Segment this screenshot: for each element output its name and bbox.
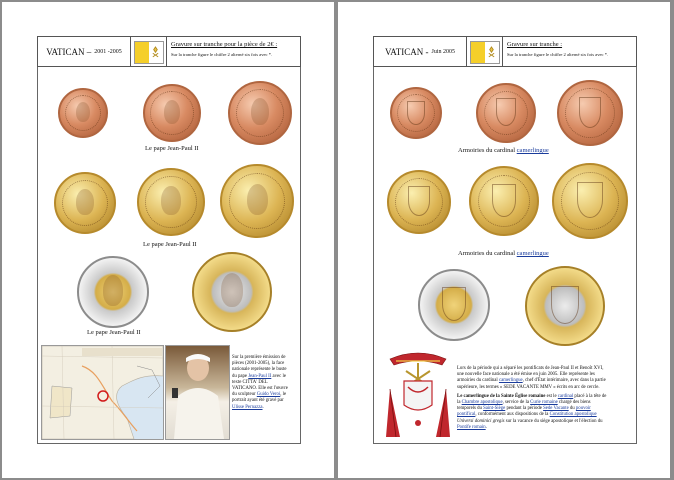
link-camerlingue-2[interactable]: camerlingue (516, 250, 549, 257)
link-jean-paul-ii[interactable]: Jean-Paul II (248, 373, 272, 379)
coin-50-cent-sede-vacante (552, 163, 628, 239)
coin-20-cent-sede-vacante (469, 166, 539, 236)
right-page (338, 2, 670, 478)
right-description: Lors de la période qui a séparé les pontificats de Jean-Paul II et Benoît XVI, une nouvelle face nationale a été émise en juin 2005. Elle représente les armoiries du cardinal camerlingue, chef d'État intérimaire, avec dans la partie supérieure, les termes « SEDE VACANTE MMV » écrits en arc de cercle. Le camerlingue de la Sainte Église romaine est le cardinal placé à la tête de la Chambre apostolique, service de la Curie romaine chargé des biens temporels du Saint-Siège pendant la période Sede Vacante du pouvoir pontifical, conformément aux dispositions de la Constitution apostolique Universi dominici gregis sur la vacance du siège apostolique et l'élection du Pontife romain. (457, 366, 607, 430)
papal-coat-of-arms-icon (386, 349, 450, 441)
coin-5-cent-jpii (228, 81, 292, 145)
left-years: 2001 -2005 (94, 48, 122, 55)
left-caption-2: Le pape Jean-Paul II (143, 241, 197, 248)
link-camerlingue-1[interactable]: camerlingue (516, 147, 549, 154)
coin-2-euro-sede-vacante (525, 266, 605, 346)
link-camerlingue-3[interactable]: camerlingue (498, 378, 523, 384)
left-page (2, 2, 334, 478)
right-years: Juin 2005 (431, 48, 456, 55)
link-guido-veroi[interactable]: Guido Veroi (256, 392, 281, 398)
vatican-flag-icon (470, 41, 500, 64)
coin-1-cent-jpii (58, 88, 108, 138)
link-cardinal[interactable]: cardinal (557, 393, 574, 399)
link-constitution-apostolique[interactable]: Constitution apostolique (549, 412, 597, 418)
coin-1-euro-jpii (77, 256, 149, 328)
coin-2-cent-sede-vacante (476, 83, 536, 143)
coin-2-cent-jpii (143, 84, 201, 142)
link-saint-siege[interactable]: Saint-Siège (483, 406, 506, 412)
vatican-flag-icon (134, 41, 164, 64)
link-sede-vacante[interactable]: Sede Vacante (543, 406, 569, 412)
coin-10-cent-sede-vacante (387, 170, 451, 234)
left-description: Sur la première émission de pièces (2001-2005), la face nationale représente le buste du pape Jean-Paul II avec le texte CITTA' DEL VATICANO. Elle est l'œuvre du sculpteur Guido Veroi, le portrait ayant été gravé par Ulisse Pernazza. (232, 355, 288, 410)
coin-1-cent-sede-vacante (390, 87, 442, 139)
left-caption-1: Le pape Jean-Paul II (145, 145, 199, 152)
coin-10-cent-jpii (54, 172, 116, 234)
left-country-name: VATICAN – (46, 46, 92, 57)
coin-20-cent-jpii (137, 168, 205, 236)
link-pontife-romain[interactable]: Pontife romain (457, 424, 486, 430)
coin-1-euro-sede-vacante (418, 269, 490, 341)
pope-john-paul-ii-photo (165, 345, 230, 440)
left-caption-3: Le pape Jean-Paul II (87, 329, 141, 336)
left-header (37, 36, 301, 67)
italy-map (41, 345, 164, 440)
map-location-marker-icon (97, 390, 109, 402)
right-header-title: Gravure sur tranche : (507, 41, 563, 48)
coin-5-cent-sede-vacante (557, 80, 623, 146)
link-pontifical[interactable]: pontifical (457, 412, 476, 418)
left-header-subtitle: Sur la tranche figure le chiffre 2 alterné six fois avec *. (171, 52, 273, 57)
left-country-cell (38, 37, 131, 66)
link-ulisse-pernazza[interactable]: Ulisse Pernazza (232, 404, 263, 410)
right-caption-1: Armoiries du cardinal camerlingue (458, 147, 549, 154)
right-header-subtitle: Sur la tranche figure le chiffre 2 alterné six fois avec *. (507, 52, 609, 57)
coin-2-euro-jpii (192, 252, 272, 332)
right-caption-2: Armoiries du cardinal camerlingue (458, 250, 549, 257)
left-header-title: Gravure sur tranche pour la pièce de 2€ : (171, 41, 278, 48)
right-header (373, 36, 637, 67)
coin-50-cent-jpii (220, 164, 294, 238)
link-pouvoir[interactable]: pouvoir (575, 406, 591, 412)
link-chambre-apostolique[interactable]: Chambre apostolique (461, 400, 503, 406)
link-curie-romaine[interactable]: Curie romaine (530, 400, 558, 406)
right-country-name: VATICAN - (384, 46, 429, 57)
right-country-cell (374, 37, 467, 66)
